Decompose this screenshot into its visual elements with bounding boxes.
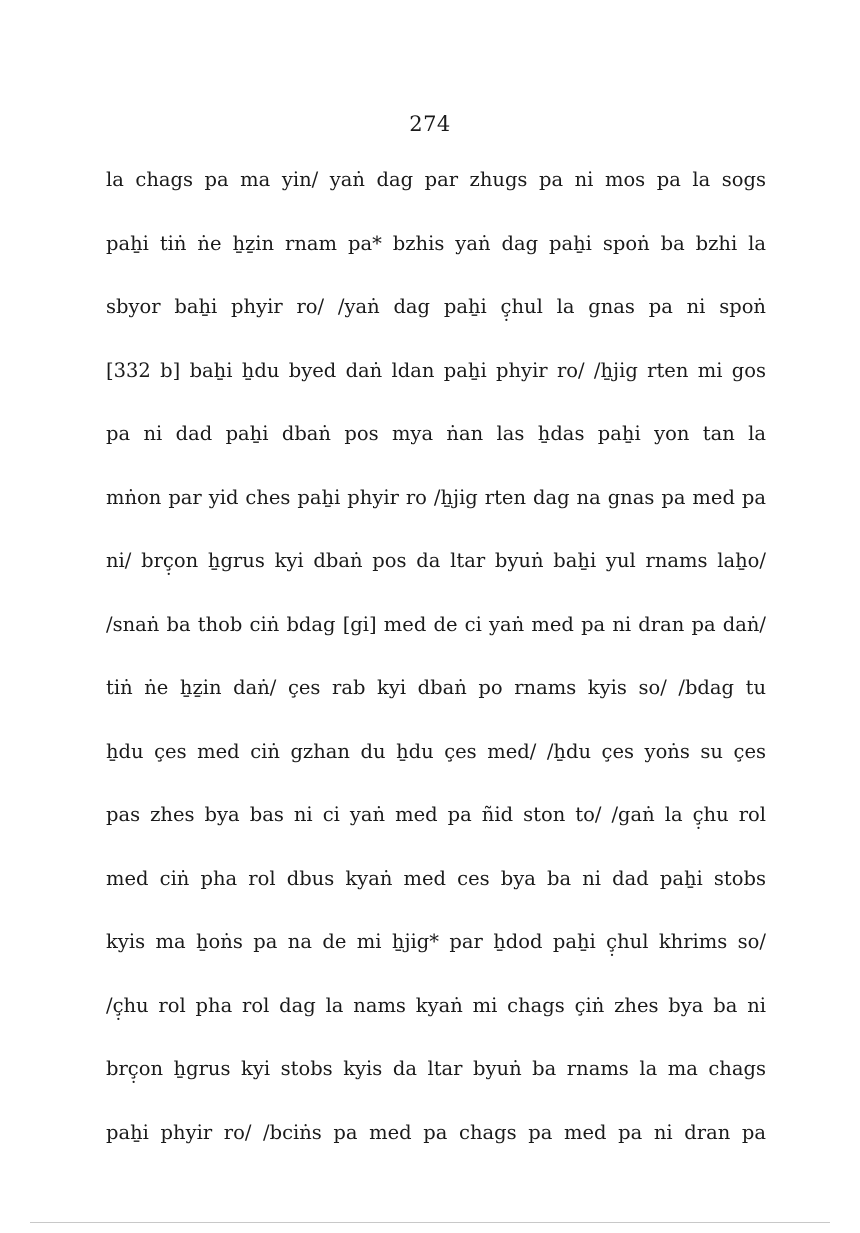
text-line: tiṅ ṅe ẖẕin daṅ/ çes rab kyi dbaṅ po rnams kyis so/ /bdag tu	[106, 676, 766, 699]
text-line: [332 b] baẖi ẖdu byed daṅ ldan paẖi phyir ro/ /ẖjig rten mi gos	[106, 358, 766, 382]
text-line: ẖdu çes med ciṅ gzhan du ẖdu çes med/ /ẖdu çes yoṅs su çes	[106, 739, 766, 763]
text-line: paẖi tiṅ ṅe ẖẕin rnam pa* bzhis yaṅ dag paẖi spoṅ ba bzhi la	[106, 231, 766, 255]
page-bottom-rule	[30, 1222, 830, 1223]
text-line: pas zhes bya bas ni ci yaṅ med pa ñid ston to/ /gaṅ la ç̣hu rol	[106, 803, 766, 826]
text-line: paẖi phyir ro/ /bciṅs pa med pa chags pa med pa ni dran pa	[106, 1120, 766, 1144]
text-line: /ç̣hu rol pha rol dag la nams kyaṅ mi chags çiṅ zhes bya ba ni	[106, 993, 766, 1017]
text-line: mṅon par yid ches paẖi phyir ro /ẖjig rten dag na gnas pa med pa	[106, 485, 766, 509]
text-line: med ciṅ pha rol dbus kyaṅ med ces bya ba ni dad paẖi stobs	[106, 866, 766, 890]
text-line: sbyor baẖi phyir ro/ /yaṅ dag paẖi ç̣hul la gnas pa ni spoṅ	[106, 295, 766, 318]
text-line: brç̣on ẖgrus kyi stobs kyis da ltar byuṅ ba rnams la ma chags	[106, 1057, 766, 1080]
body-text	[106, 160, 766, 1176]
text-line: /snaṅ ba thob ciṅ bdag [gi] med de ci yaṅ med pa ni dran pa daṅ/	[106, 612, 766, 636]
text-line: pa ni dad paẖi dbaṅ pos mya ṅan las ẖdas paẖi yon tan la	[106, 422, 766, 445]
text-line: la chags pa ma yin/ yaṅ dag par zhugs pa ni mos pa la sogs	[106, 168, 766, 191]
text-line: kyis ma ẖoṅs pa na de mi ẖjig* par ẖdod paẖi ç̣hul khrims so/	[106, 930, 766, 953]
text-line: ni/ brç̣on ẖgrus kyi dbaṅ pos da ltar byuṅ baẖi yul rnams laẖo/	[106, 549, 766, 572]
page-number: 274	[409, 112, 451, 136]
